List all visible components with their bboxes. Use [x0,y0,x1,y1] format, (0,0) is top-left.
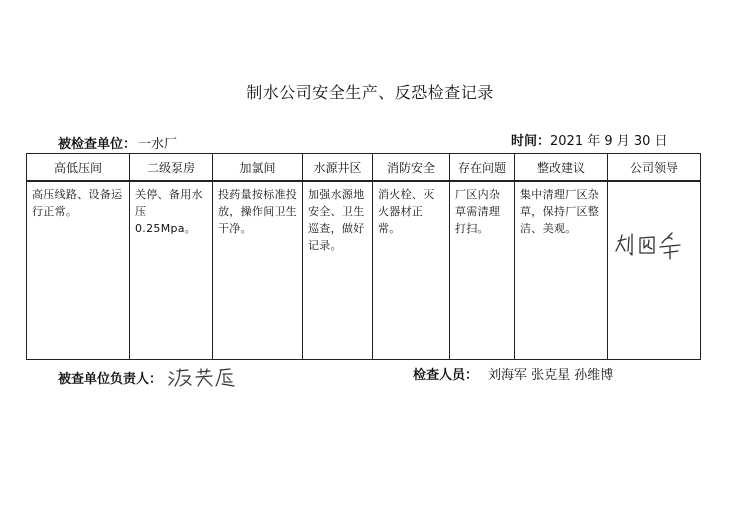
responsible-label: 被查单位负责人： [58,371,163,387]
header-company-leader: 公司领导 [608,154,701,182]
inspected-unit [58,133,177,152]
document-title: 制水公司安全生产、反恐检查记录 [246,83,494,102]
table-header-row [27,154,701,182]
time-label: 时间： [511,134,551,149]
header-high-low-voltage: 高低压间 [27,154,130,182]
responsible-person [58,366,258,388]
leader-signature [612,229,694,265]
cell-chlorination: 投药量按标准投放，操作间卫生干净。 [213,181,303,360]
table-row [27,181,701,360]
inspected-unit-label: 被检查单位： [58,137,137,152]
header-water-well: 水源井区 [303,154,373,182]
inspection-time [511,130,668,149]
time-value: 2021 年 9 月 30 日 [550,134,668,149]
header-problems: 存在问题 [450,154,515,182]
cell-company-leader [608,181,701,360]
responsible-signature-drawing [166,366,258,388]
header-secondary-pump: 二级泵房 [130,154,213,182]
cell-secondary-pump: 关停、备用水压 0.25Mpa。 [130,181,213,360]
cell-high-low-voltage: 高压线路、设备运行正常。 [27,181,130,360]
inspection-table [26,153,701,360]
cell-water-well: 加强水源地安全、卫生巡查，做好记录。 [303,181,373,360]
cell-suggestions: 集中清理厂区杂草，保持厂区整洁、美观。 [515,181,608,360]
responsible-signature [166,366,258,388]
header-chlorination: 加氯间 [213,154,303,182]
cell-problems: 厂区内杂草需清理打扫。 [450,181,515,360]
header-fire-safety: 消防安全 [373,154,450,182]
inspectors-label: 检查人员： [413,368,479,383]
inspected-unit-value: 一水厂 [138,137,178,152]
header-suggestions: 整改建议 [515,154,608,182]
inspectors-names: 刘海军 张克星 孙维博 [488,368,614,383]
cell-fire-safety: 消火栓、灭火器材正常。 [373,181,450,360]
inspectors [413,364,613,383]
